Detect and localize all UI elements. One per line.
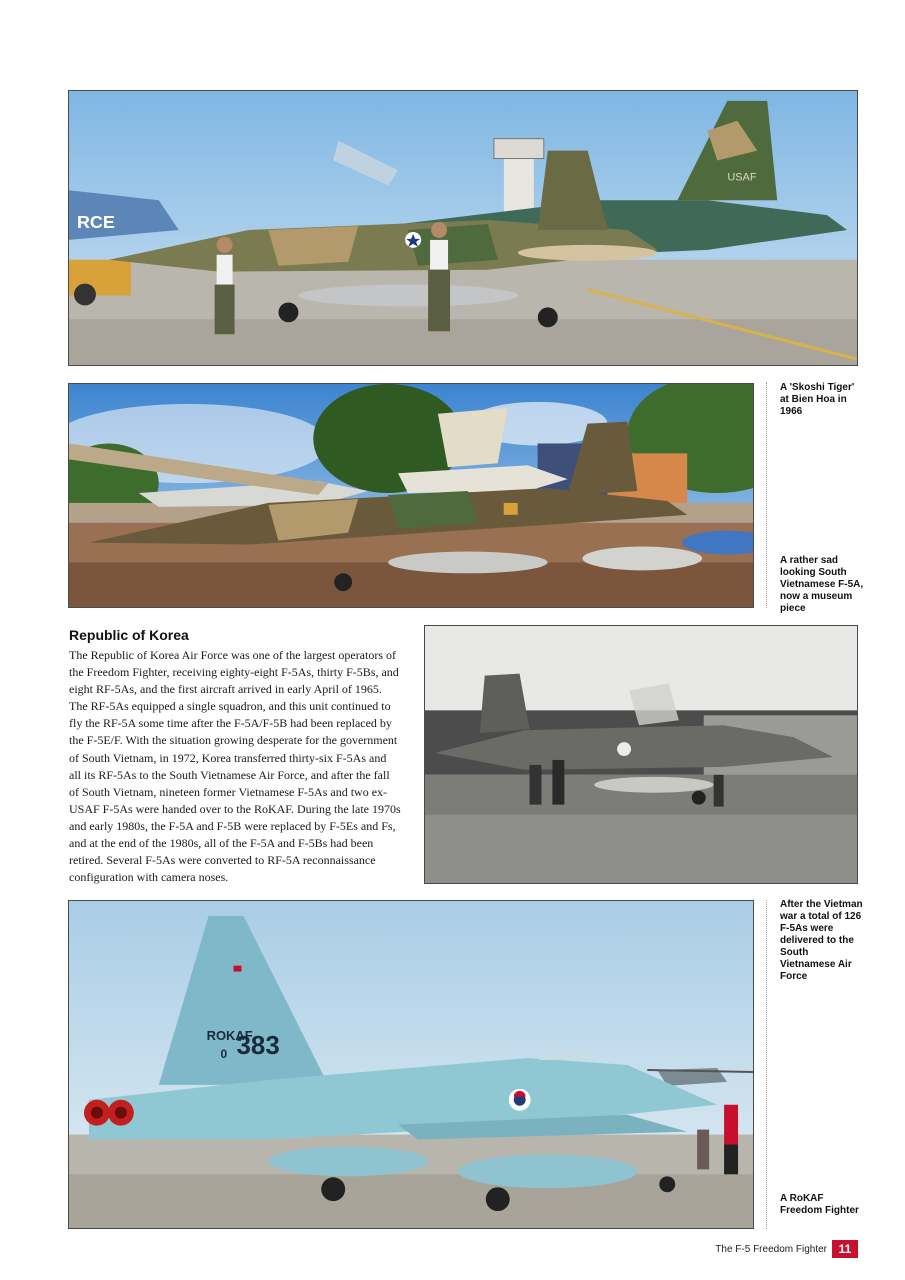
photo-museum-f5a bbox=[68, 383, 754, 608]
photo-bw-f5b bbox=[424, 625, 858, 884]
caption-skoshi-tiger: A 'Skoshi Tiger' at Bien Hoa in 1966 bbox=[780, 382, 855, 417]
svg-text:RCE: RCE bbox=[76, 212, 115, 232]
caption-vietnam-f5as: After the Vietman war a total of 126 F-5As were delivered to the South Vietnamese Air Force bbox=[780, 899, 863, 982]
caption-divider bbox=[766, 382, 767, 608]
caption-museum-f5a: A rather sad looking South Vietnamese F-5A, now a museum piece bbox=[780, 555, 864, 614]
footer-title: The F-5 Freedom Fighter bbox=[715, 1244, 827, 1255]
page-number: 11 bbox=[832, 1240, 858, 1258]
usaf-tail-marking: USAF bbox=[727, 171, 757, 184]
rokaf-tail-label: ROKAF bbox=[206, 1028, 253, 1044]
rokaf-tail-number: 383 bbox=[236, 1032, 280, 1061]
caption-rokaf-f5: A RoKAF Freedom Fighter bbox=[780, 1193, 859, 1216]
photo-skoshi-tiger bbox=[68, 90, 858, 366]
rokaf-tail-prefix: 0 bbox=[220, 1047, 228, 1062]
caption-divider bbox=[766, 900, 767, 1229]
section-heading: Republic of Korea bbox=[69, 627, 189, 643]
article-body: The Republic of Korea Air Force was one of the largest operators of the Freedom Fighter, receiving eighty-eight F-5As, thirty F-5Bs, and eight RF-5As, and the first aircraft arrived in early April of 1965. The RF-5As equipped a single squadron, and this unit continued to fly the RF-5A some time after the F-5A/F-5B had been replaced by the F-5E/F. With the situation growing desperate for the government of South Vietnam, in 1972, Korea transferred thirty-six F-5As and all its RF-5As to the South Vietnamese Air Force, and after the fall of South Vietnam, nineteen former Vietnamese F-5As and two ex-USAF F-5As were handed over to the RoKAF. During the late 1970s and early 1980s, the F-5A and F-5B were replaced by F-5Es and Fs, and at the end of the 1980s, all of the F-5A and F-5Bs had been retired. Several F-5As were converted to RF-5A reconnaissance configuration with camera noses. bbox=[69, 648, 401, 885]
photo-rokaf-f5 bbox=[68, 900, 754, 1229]
